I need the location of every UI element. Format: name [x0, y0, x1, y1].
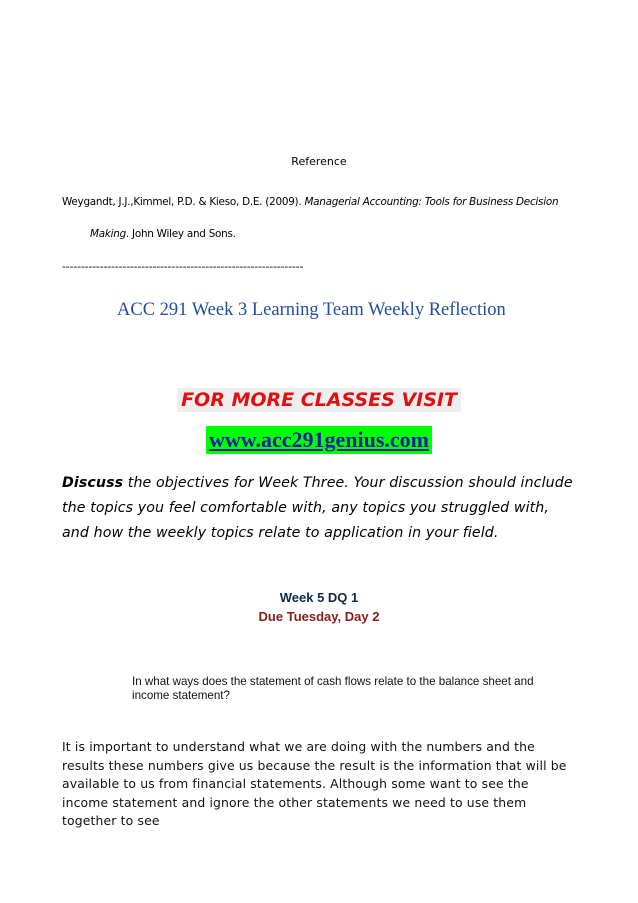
assignment-title: ACC 291 Week 3 Learning Team Weekly Reflection [117, 300, 506, 320]
reference-heading: Reference [291, 155, 347, 168]
dashed-divider: ---------------------------------------------------------------- [62, 260, 304, 273]
site-link-banner [0, 426, 638, 454]
site-link[interactable]: www.acc291genius.com [206, 426, 432, 454]
discussion-text: the objectives for Week Three. Your discussion should include the topics you feel comfortable with, any topics you struggled with, and how the weekly topics relate to application in your field. [62, 475, 573, 541]
question-text: In what ways does the statement of cash flows relate to the balance sheet and income statement? [132, 675, 534, 702]
dq-title: Week 5 DQ 1 [279, 590, 359, 605]
dq-due-date: Due Tuesday, Day 2 [258, 609, 380, 624]
citation-line-1 [62, 196, 558, 208]
answer-paragraph: It is important to understand what we are doing with the numbers and the results these numbers give us because the result is the information that will be available to us from financial statements. Although some want to see the income statement and ignore the other statements we need to use them together to see [62, 739, 567, 829]
citation-authors: Weygandt, J.J.,Kimmel, P.D. & Kieso, D.E. (2009). [62, 196, 305, 208]
citation-publisher: . John Wiley and Sons. [125, 228, 236, 240]
promo-banner [0, 388, 638, 412]
promo-text: FOR MORE CLASSES VISIT [177, 388, 461, 412]
discussion-lead: Discuss [62, 475, 124, 491]
citation-book-title: Managerial Accounting: Tools for Business Decision [304, 196, 559, 208]
discussion-paragraph [62, 471, 574, 546]
citation-line-2 [90, 228, 236, 240]
citation-book-title-cont: Making [90, 228, 126, 240]
